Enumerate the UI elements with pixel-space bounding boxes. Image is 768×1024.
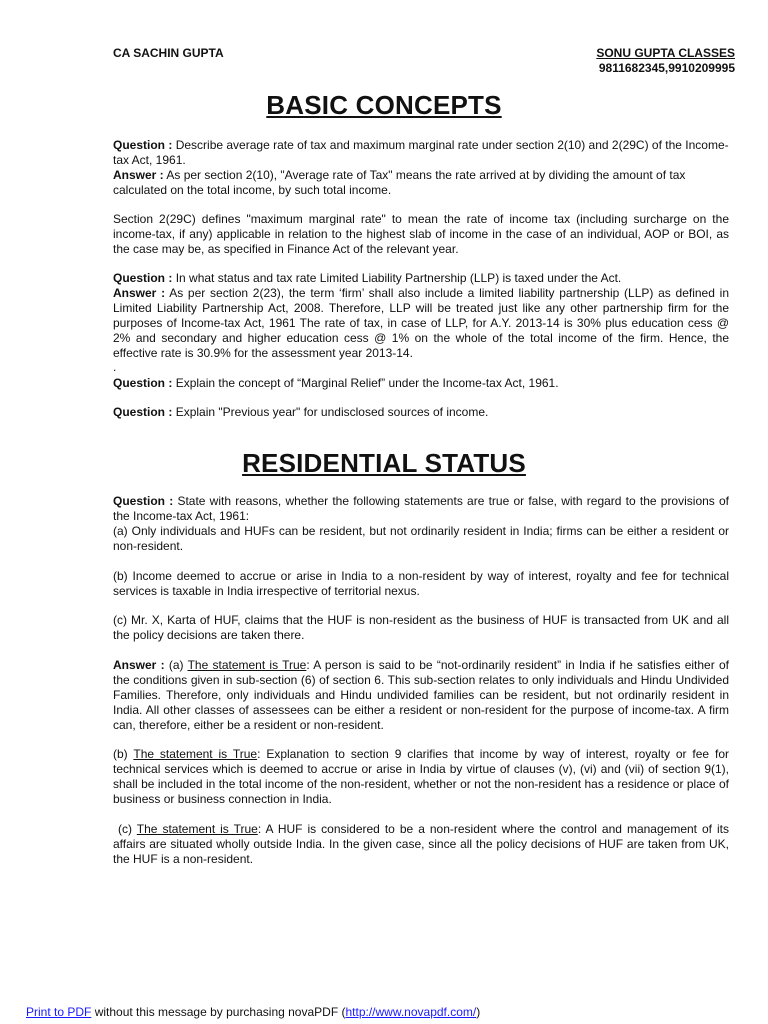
statement-c: (c) Mr. X, Karta of HUF, claims that the HUF is non-resident as the business of HUF is transacted from UK and all the policy decisions are taken there. [113,613,729,642]
institute-phone: 9811682345,9910209995 [598,61,735,75]
header-institute [596,46,735,76]
footer-text: without this message by purchasing novaPDF ( [91,1005,346,1019]
question-3 [113,376,729,391]
answer-text: As per section 2(23), the term ‘firm’ shall also include a limited liability partnership (LLP) as defined in Limited Liability Partnership Act, 2008. Therefore, LLP will be treated just like any other partnership firm for the purposes of Income-tax Act, 1961 The rate of tax, in case of LLP, for A.Y. 2013-14 is 30% plus education cess @ 2% and secondary and higher education cess @ 1% on the whole of the total income of the firm. Hence, the effective rate is 30.9% for the assessment year 2013-14. [113,286,729,360]
question-label: Question : [113,405,173,419]
print-to-pdf-link[interactable]: Print to PDF [26,1005,92,1019]
answer-label: Answer : [113,286,166,300]
institute-name: SONU GUPTA CLASSES [596,46,735,60]
footer-close: ) [476,1005,481,1019]
answer-text: : A HUF is considered to be a non-resident where the control and management of its affairs are situated wholly outside India. In the given case, since all the policy decisions of HUF are taken from UK, the HUF is a non-resident. [113,822,729,866]
question-1 [113,138,729,198]
verdict-true: The statement is True [136,822,258,836]
verdict-true: The statement is True [187,658,307,672]
answer-label: Answer : [113,168,164,182]
question-text: In what status and tax rate Limited Liability Partnership (LLP) is taxed under the Act. [175,271,622,285]
answer-prefix: (c) [118,822,132,836]
question-label: Question : [113,138,173,152]
verdict-true: The statement is True [133,747,258,761]
question-residential [113,494,729,554]
answer-prefix: (a) [168,658,184,672]
section-title-basic-concepts: BASIC CONCEPTS [266,90,502,120]
answer-prefix: (b) [113,747,128,761]
answer-text: : A person is said to be “not-ordinarily resident” in India if he satisfies either of the conditions given in sub-section (6) of section 6. This sub-section relates to only individuals and Hindu Undivided Families. Therefore, only individuals and Hindu undivided families can be resident, but not ordinarily resident in India. All other classes of assessees can be either a resident or non-resident for the purpose of income-tax. A firm can, therefore, either be a resident or non-resident. [113,658,729,732]
section-title-residential-status: RESIDENTIAL STATUS [242,448,526,478]
question-text: Describe average rate of tax and maximum marginal rate under section 2(10) and 2(29C) of the Income-tax Act, 1961. [113,138,729,167]
question-4 [113,405,729,420]
stray-dot: . [113,360,117,374]
question-label: Question : [113,271,173,285]
answer-c [113,822,729,867]
footer-watermark [26,1005,480,1019]
question-label: Question : [113,494,174,508]
paragraph-max-marginal-rate: Section 2(29C) defines "maximum marginal rate" to mean the rate of income tax (including surcharge on the income-tax, if any) applicable in relation to the highest slab of income in the case of an individual, AOP or BOI, as the case may be, as specified in Finance Act of the relevant year. [113,212,729,256]
question-text: Explain "Previous year" for undisclosed sources of income. [175,405,489,419]
answer-text: As per section 2(10), "Average rate of Tax" means the rate arrived at by dividing the amount of tax calculated on the total income, by such total income. [113,168,686,197]
question-intro: State with reasons, whether the following statements are true or false, with regard to the provisions of the Income-tax Act, 1961: [113,494,730,523]
novapdf-link[interactable]: http://www.novapdf.com/ [345,1005,477,1019]
answer-text: : Explanation to section 9 clarifies that income by way of interest, royalty or fee for technical services which is deemed to accrue or arise in India by virtue of clauses (v), (vi) and (vii) of section 9(1), shall be included in the total income of the non-resident, whether or not the non-resident has a residence or place of business or business connection in India. [113,747,729,806]
answer-label: Answer : [113,658,165,672]
statement-b: (b) Income deemed to accrue or arise in India to a non-resident by way of interest, royalty and fee for technical services is taxable in India irrespective of territorial nexus. [113,569,729,598]
question-label: Question : [113,376,173,390]
answer-a [113,658,729,733]
header-author: CA SACHIN GUPTA [113,46,224,60]
question-text: Explain the concept of “Marginal Relief” under the Income-tax Act, 1961. [175,376,559,390]
statement-a: (a) Only individuals and HUFs can be resident, but not ordinarily resident in India; firms can be either a resident or non-resident. [113,524,729,553]
answer-b [113,747,729,807]
question-2 [113,271,729,361]
